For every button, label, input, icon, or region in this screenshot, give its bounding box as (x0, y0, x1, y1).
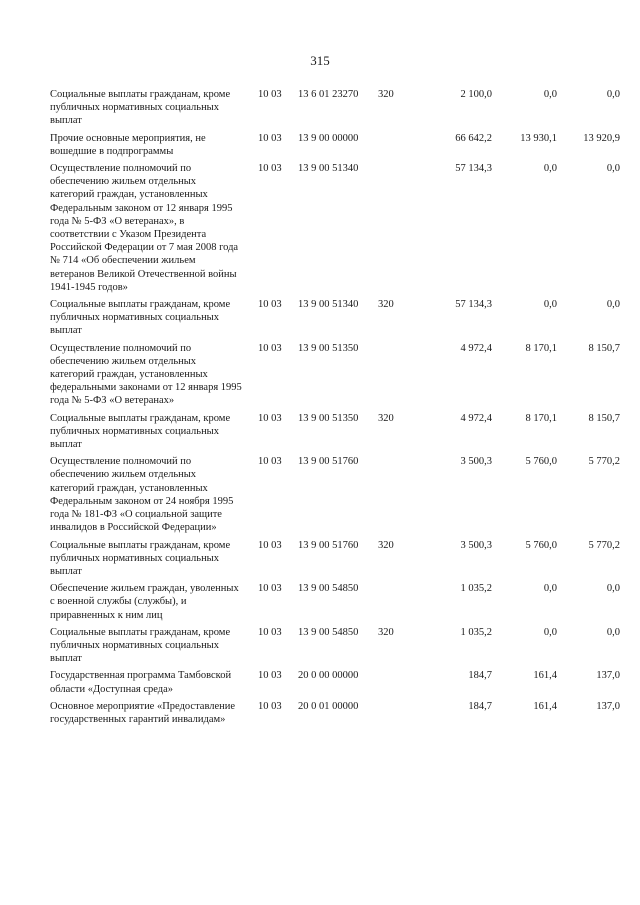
row-name: Осуществление полномочий по обеспечению жильем отдельных категорий граждан, установленных Федеральным законом от 24 ноября 1995 года № 181-ФЗ «О социальной защите инвалидов в Российской Федерации» (50, 456, 234, 534)
row-name: Социальные выплаты гражданам, кроме публичных нормативных социальных выплат (50, 539, 231, 577)
row-section-code: 10 03 (258, 342, 282, 354)
row-target-article: 13 9 00 00000 (298, 132, 359, 144)
row-name: Осуществление полномочий по обеспечению жильем отдельных категорий граждан, установленных Федеральным законом от 12 января 1995 года № 5-ФЗ «О ветеранах», в соответствии с Указом Президента Российской Федерации от 7 мая 2008 года № 714 «Об обеспечении жильем ветеранов Великой Отечественной войны 1941-1945 годов» (50, 163, 239, 293)
row-target-article: 13 9 00 54850 (298, 626, 359, 638)
row-name: Прочие основные мероприятия, не вошедшие в подпрограммы (50, 132, 206, 157)
row-amount-year1: 1 035,2 (460, 626, 492, 638)
row-amount-year2: 5 760,0 (525, 539, 557, 551)
row-name: Осуществление полномочий по обеспечению жильем отдельных категорий граждан, установленных федеральными законами от 12 января 1995 года № 5-ФЗ «О ветеранах» (50, 342, 242, 407)
row-name: Социальные выплаты гражданам, кроме публичных нормативных социальных выплат (50, 412, 231, 451)
row-amount-year1: 4 972,4 (460, 412, 492, 424)
row-amount-year1: 184,7 (468, 670, 492, 682)
row-amount-year3: 137,0 (596, 700, 620, 712)
row-target-article: 13 9 00 51350 (298, 412, 359, 424)
table-row (50, 298, 620, 338)
budget-table (50, 88, 620, 730)
row-section-code: 10 03 (258, 456, 282, 468)
row-section-code: 10 03 (258, 583, 282, 595)
row-target-article: 13 9 00 51340 (298, 299, 359, 311)
row-amount-year3: 0,0 (606, 299, 620, 311)
row-amount-year3: 0,0 (606, 163, 620, 175)
row-amount-year1: 3 500,3 (460, 456, 492, 468)
row-amount-year2: 0,0 (543, 89, 557, 100)
table-row (50, 412, 620, 452)
row-expense-type: 320 (378, 626, 394, 638)
row-amount-year1: 66 642,2 (455, 132, 492, 144)
row-amount-year3: 0,0 (606, 89, 620, 100)
row-expense-type: 320 (378, 89, 394, 100)
row-amount-year3: 137,0 (596, 670, 620, 682)
row-name: Обеспечение жильем граждан, уволенных с военной службы (службы), и приравненных к ним лиц (50, 583, 239, 621)
table-row (50, 88, 620, 128)
row-name: Социальные выплаты гражданам, кроме публичных нормативных социальных выплат (50, 626, 231, 665)
row-amount-year2: 8 170,1 (525, 342, 557, 354)
table-row (50, 539, 620, 579)
row-expense-type: 320 (378, 539, 394, 551)
row-section-code: 10 03 (258, 626, 282, 638)
row-target-article: 13 6 01 23270 (298, 89, 359, 100)
row-amount-year1: 4 972,4 (460, 342, 492, 354)
row-section-code: 10 03 (258, 700, 282, 712)
row-section-code: 10 03 (258, 670, 282, 682)
row-name: Социальные выплаты гражданам, кроме публичных нормативных социальных выплат (50, 299, 231, 337)
row-amount-year3: 0,0 (606, 626, 620, 638)
row-expense-type: 320 (378, 412, 394, 424)
row-section-code: 10 03 (258, 299, 282, 311)
row-amount-year2: 0,0 (543, 626, 557, 638)
row-amount-year3: 5 770,2 (588, 539, 620, 551)
table-row (50, 626, 620, 666)
row-amount-year3: 13 920,9 (583, 132, 620, 144)
row-section-code: 10 03 (258, 132, 282, 144)
row-amount-year2: 5 760,0 (525, 456, 557, 468)
row-name: Основное мероприятие «Предоставление государственных гарантий инвалидам» (50, 700, 236, 725)
row-amount-year1: 57 134,3 (455, 299, 492, 311)
table-row (50, 700, 620, 726)
row-section-code: 10 03 (258, 539, 282, 551)
row-amount-year2: 13 930,1 (520, 132, 557, 144)
row-amount-year1: 184,7 (468, 700, 492, 712)
row-amount-year3: 8 150,7 (588, 342, 620, 354)
table-row (50, 669, 620, 695)
page-number: 315 (310, 53, 330, 68)
row-section-code: 10 03 (258, 412, 282, 424)
row-amount-year1: 57 134,3 (455, 163, 492, 175)
row-name: Социальные выплаты гражданам, кроме публичных нормативных социальных выплат (50, 89, 231, 127)
row-amount-year2: 0,0 (543, 583, 557, 595)
row-target-article: 13 9 00 51350 (298, 342, 359, 354)
row-amount-year2: 0,0 (543, 163, 557, 175)
row-target-article: 13 9 00 51760 (298, 456, 359, 468)
table-row (50, 342, 620, 408)
row-expense-type: 320 (378, 299, 394, 311)
row-amount-year2: 8 170,1 (525, 412, 557, 424)
row-section-code: 10 03 (258, 163, 282, 175)
row-amount-year1: 1 035,2 (460, 583, 492, 595)
row-amount-year1: 2 100,0 (460, 89, 492, 100)
table-row (50, 162, 620, 294)
row-target-article: 13 9 00 51340 (298, 163, 359, 175)
row-amount-year1: 3 500,3 (460, 539, 492, 551)
row-amount-year3: 5 770,2 (588, 456, 620, 468)
table-row (50, 582, 620, 622)
row-target-article: 20 0 01 00000 (298, 700, 359, 712)
row-target-article: 20 0 00 00000 (298, 670, 359, 682)
row-target-article: 13 9 00 51760 (298, 539, 359, 551)
row-amount-year3: 0,0 (606, 583, 620, 595)
table-row (50, 132, 620, 158)
row-amount-year2: 161,4 (533, 670, 557, 682)
row-amount-year2: 161,4 (533, 700, 557, 712)
row-section-code: 10 03 (258, 89, 282, 100)
row-target-article: 13 9 00 54850 (298, 583, 359, 595)
table-row (50, 455, 620, 534)
row-amount-year3: 8 150,7 (588, 412, 620, 424)
row-amount-year2: 0,0 (543, 299, 557, 311)
row-name: Государственная программа Тамбовской области «Доступная среда» (50, 670, 232, 695)
